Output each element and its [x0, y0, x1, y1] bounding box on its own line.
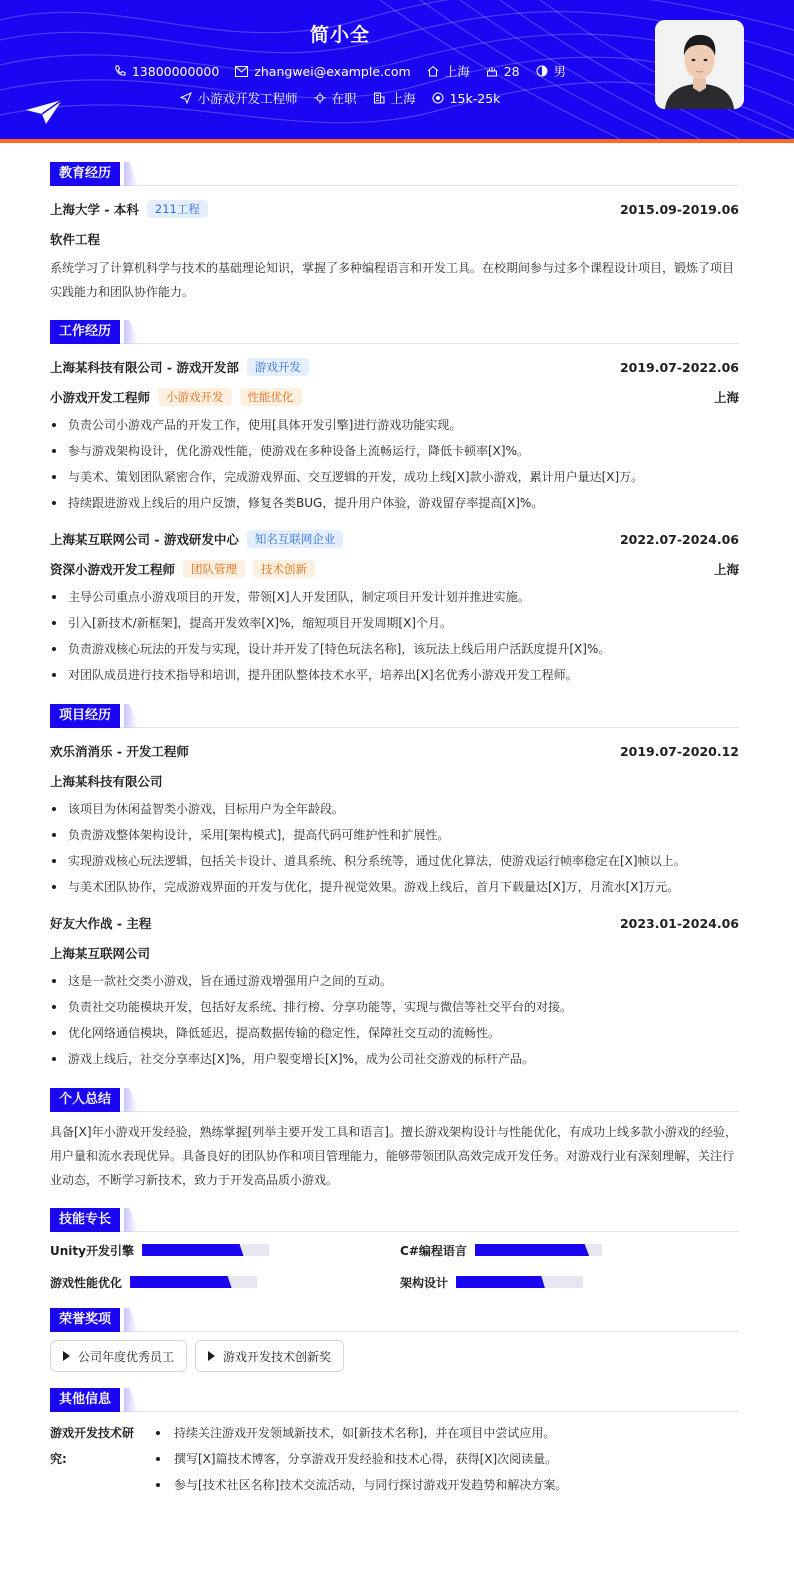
project-company-row [50, 766, 739, 796]
company-row [50, 524, 739, 554]
section-title-decoration [124, 320, 138, 344]
list-item: 负责游戏整体架构设计，采用[架构模式]，提高代码可维护性和扩展性。 [50, 822, 739, 848]
summary-section [50, 1088, 739, 1192]
job-title-info [180, 89, 298, 107]
section-title: 荣誉奖项 [50, 1308, 120, 1332]
school-tag: 211工程 [147, 200, 208, 218]
skill-item [50, 1240, 400, 1260]
job-location: 上海 [713, 562, 739, 577]
list-item: 负责社交功能模块开发，包括好友系统、排行榜、分享功能等，实现与微信等社交平台的对接。 [50, 994, 739, 1020]
job-bullets [50, 584, 739, 688]
section-title-decoration [124, 162, 138, 186]
send-icon [180, 92, 192, 104]
list-item: 与美术团队协作，完成游戏界面的开发与优化，提升视觉效果。游戏上线后，首月下载量达[X]万，月流水[X]万元。 [50, 874, 739, 900]
awards-section [50, 1308, 739, 1372]
list-item: 参与游戏架构设计，优化游戏性能，使游戏在多种设备上流畅运行，降低卡顿率[X]%。 [50, 438, 739, 464]
award-chip [50, 1340, 187, 1372]
award-label: 公司年度优秀员工 [78, 1349, 175, 1364]
role-row [50, 382, 739, 412]
work-section [50, 320, 739, 688]
company-tag: 游戏开发 [247, 358, 309, 376]
section-header [50, 320, 739, 344]
other-info [50, 1420, 739, 1498]
company-name: 上海某互联网公司 - 游戏研发中心 [50, 532, 239, 547]
section-header [50, 1088, 739, 1112]
city-info [427, 62, 470, 80]
gender-info [536, 62, 567, 80]
award-label: 游戏开发技术创新奖 [223, 1349, 332, 1364]
skill-name: 游戏性能优化 [50, 1275, 123, 1290]
role-row [50, 554, 739, 584]
job-entry [50, 524, 739, 688]
section-title-decoration [124, 1088, 138, 1112]
age-info [486, 64, 520, 79]
awards-list [50, 1340, 739, 1372]
status-info [314, 89, 357, 107]
target-city-text: 上海 [390, 91, 416, 106]
project-bullets [50, 796, 739, 900]
profile-photo [655, 20, 744, 109]
list-item: 与美术、策划团队紧密合作，完成游戏界面、交互逻辑的开发，成功上线[X]款小游戏，累计用户量达[X]万。 [50, 464, 739, 490]
phone-text: 13800000000 [131, 63, 220, 79]
mail-icon [235, 66, 248, 77]
major-row [50, 224, 739, 254]
section-title: 个人总结 [50, 1088, 120, 1112]
skill-bar [456, 1276, 583, 1288]
list-item: 这是一款社交类小游戏，旨在通过游戏增强用户之间的互动。 [50, 968, 739, 994]
target-city-info [373, 89, 416, 107]
list-item: 持续关注游戏开发领域新技术，如[新技术名称]，并在项目中尝试应用。 [150, 1420, 567, 1446]
section-title: 教育经历 [50, 162, 120, 186]
job-intent-row [0, 89, 680, 107]
other-label: 游戏开发技术研究: [50, 1426, 135, 1466]
award-chip [195, 1340, 344, 1372]
phone-icon [114, 65, 126, 77]
list-item: 实现游戏核心玩法逻辑，包括关卡设计、道具系统、积分系统等，通过优化算法，使游戏运行帧率稳定在[X]帧以上。 [50, 848, 739, 874]
skills-grid [50, 1240, 739, 1292]
list-item: 对团队成员进行技术指导和培训，提升团队整体技术水平，培养出[X]名优秀小游戏开发工程师。 [50, 662, 739, 688]
role-tag: 技术创新 [253, 560, 315, 578]
list-item: 负责游戏核心玩法的开发与实现，设计并开发了[特色玩法名称]，该玩法上线后用户活跃度提升[X]%。 [50, 636, 739, 662]
skill-item [400, 1240, 739, 1260]
section-header [50, 162, 739, 186]
resume-header [0, 0, 794, 139]
list-item: 游戏上线后，社交分享率达[X]%，用户裂变增长[X]%，成为公司社交游戏的标杆产品。 [50, 1046, 739, 1072]
section-header [50, 704, 739, 728]
company-tag: 知名互联网企业 [247, 530, 344, 548]
education-date: 2015.09-2019.06 [619, 201, 739, 217]
list-item: 负责公司小游戏产品的开发工作，使用[具体开发引擎]进行游戏功能实现。 [50, 412, 739, 438]
age-text: 28 [503, 63, 520, 79]
email-info [235, 64, 410, 79]
project-name: 好友大作战 - 主程 [50, 916, 152, 931]
contact-row [0, 62, 680, 80]
skill-bar-fill [142, 1244, 244, 1256]
home-icon [427, 65, 439, 77]
city-text: 上海 [444, 64, 470, 79]
section-header [50, 1308, 739, 1332]
money-icon [432, 92, 444, 104]
skill-bar-fill [130, 1276, 232, 1288]
summary-text: 具备[X]年小游戏开发经验，熟练掌握[列举主要开发工具和语言]。擅长游戏架构设计与性能优化，有成功上线多款小游戏的经验，用户量和流水表现优异。具备良好的团队协作和项目管理能力，能够带领团队高效完成开发任务。对游戏行业有深刻理解，关注行业动态，不断学习新技术，致力于开发高品质小游戏。 [50, 1125, 737, 1187]
skill-bar-fill [475, 1244, 589, 1256]
section-title-decoration [124, 1208, 138, 1232]
list-item: 撰写[X]篇技术博客，分享游戏开发经验和技术心得，获得[X]次阅读量。 [150, 1446, 567, 1472]
role-name: 小游戏开发工程师 [50, 390, 151, 405]
education-description: 系统学习了计算机科学与技术的基础理论知识，掌握了多种编程语言和开发工具。在校期间参与过多个课程设计项目，锻炼了项目实践能力和团队协作能力。 [50, 261, 735, 299]
company-name: 上海某科技有限公司 - 游戏开发部 [50, 360, 239, 375]
section-title: 技能专长 [50, 1208, 120, 1232]
phone-info [114, 64, 219, 79]
skill-item [50, 1272, 400, 1292]
major-name: 软件工程 [50, 232, 101, 247]
section-title-decoration [124, 1388, 138, 1412]
job-location: 上海 [713, 390, 739, 405]
project-name: 欢乐消消乐 - 开发工程师 [50, 744, 189, 759]
list-item: 引入[新技术/新框架]，提高开发效率[X]%，缩短项目开发周期[X]个月。 [50, 610, 739, 636]
project-entry [50, 908, 739, 1072]
project-row [50, 908, 739, 938]
job-entry [50, 352, 739, 516]
job-date: 2019.07-2022.06 [619, 359, 739, 375]
list-item: 该项目为休闲益智类小游戏，目标用户为全年龄段。 [50, 796, 739, 822]
projects-section [50, 704, 739, 1072]
list-item: 主导公司重点小游戏项目的开发，带领[X]人开发团队，制定项目开发计划并推进实施。 [50, 584, 739, 610]
skill-name: 架构设计 [400, 1275, 449, 1290]
resume-body [50, 143, 739, 1498]
section-title: 项目经历 [50, 704, 120, 728]
cake-icon [486, 65, 498, 77]
project-company: 上海某互联网公司 [50, 946, 151, 961]
project-date: 2023.01-2024.06 [619, 915, 739, 931]
skill-bar [475, 1244, 602, 1256]
status-text: 在职 [331, 91, 357, 106]
section-header [50, 1388, 739, 1412]
project-company-row [50, 938, 739, 968]
list-item: 优化网络通信模块，降低延迟，提高数据传输的稳定性，保障社交互动的流畅性。 [50, 1020, 739, 1046]
skills-section [50, 1208, 739, 1292]
role-tag: 小游戏开发 [158, 388, 232, 406]
play-icon [63, 1351, 70, 1361]
education-section [50, 162, 739, 304]
project-date: 2019.07-2020.12 [619, 743, 739, 759]
section-header [50, 1208, 739, 1232]
project-company: 上海某科技有限公司 [50, 774, 163, 789]
company-row [50, 352, 739, 382]
section-title-decoration [124, 704, 138, 728]
role-tag: 团队管理 [183, 560, 245, 578]
skill-bar [142, 1244, 269, 1256]
section-title: 其他信息 [50, 1388, 120, 1412]
building-icon [373, 92, 385, 104]
skill-name: C#编程语言 [400, 1243, 467, 1258]
gender-text: 男 [553, 64, 567, 79]
avatar [655, 20, 744, 109]
education-row [50, 194, 739, 224]
play-icon [208, 1351, 215, 1361]
job-title-text: 小游戏开发工程师 [197, 91, 298, 106]
section-title: 工作经历 [50, 320, 120, 344]
section-title-decoration [124, 1308, 138, 1332]
job-date: 2022.07-2024.06 [619, 531, 739, 547]
skill-item [400, 1272, 739, 1292]
list-item: 持续跟进游戏上线后的用户反馈，修复各类BUG，提升用户体验，游戏留存率提高[X]%。 [50, 490, 739, 516]
salary-text: 15k-25k [449, 90, 501, 106]
project-bullets [50, 968, 739, 1072]
list-item: 参与[技术社区名称]技术交流活动，与同行探讨游戏开发趋势和解决方案。 [150, 1472, 567, 1498]
skill-bar [130, 1276, 257, 1288]
school-name: 上海大学 - 本科 [50, 202, 139, 217]
other-section [50, 1388, 739, 1498]
email-text: zhangwei@example.com [254, 63, 411, 79]
job-bullets [50, 412, 739, 516]
status-icon [314, 92, 326, 104]
candidate-name: 简小全 [309, 24, 370, 46]
gender-icon [536, 65, 548, 77]
salary-info [432, 91, 501, 106]
skill-bar-fill [456, 1276, 545, 1288]
project-entry [50, 736, 739, 900]
skill-name: Unity开发引擎 [50, 1243, 134, 1258]
other-bullets [150, 1420, 567, 1498]
role-tag: 性能优化 [240, 388, 302, 406]
project-row [50, 736, 739, 766]
role-name: 资深小游戏开发工程师 [50, 562, 176, 577]
